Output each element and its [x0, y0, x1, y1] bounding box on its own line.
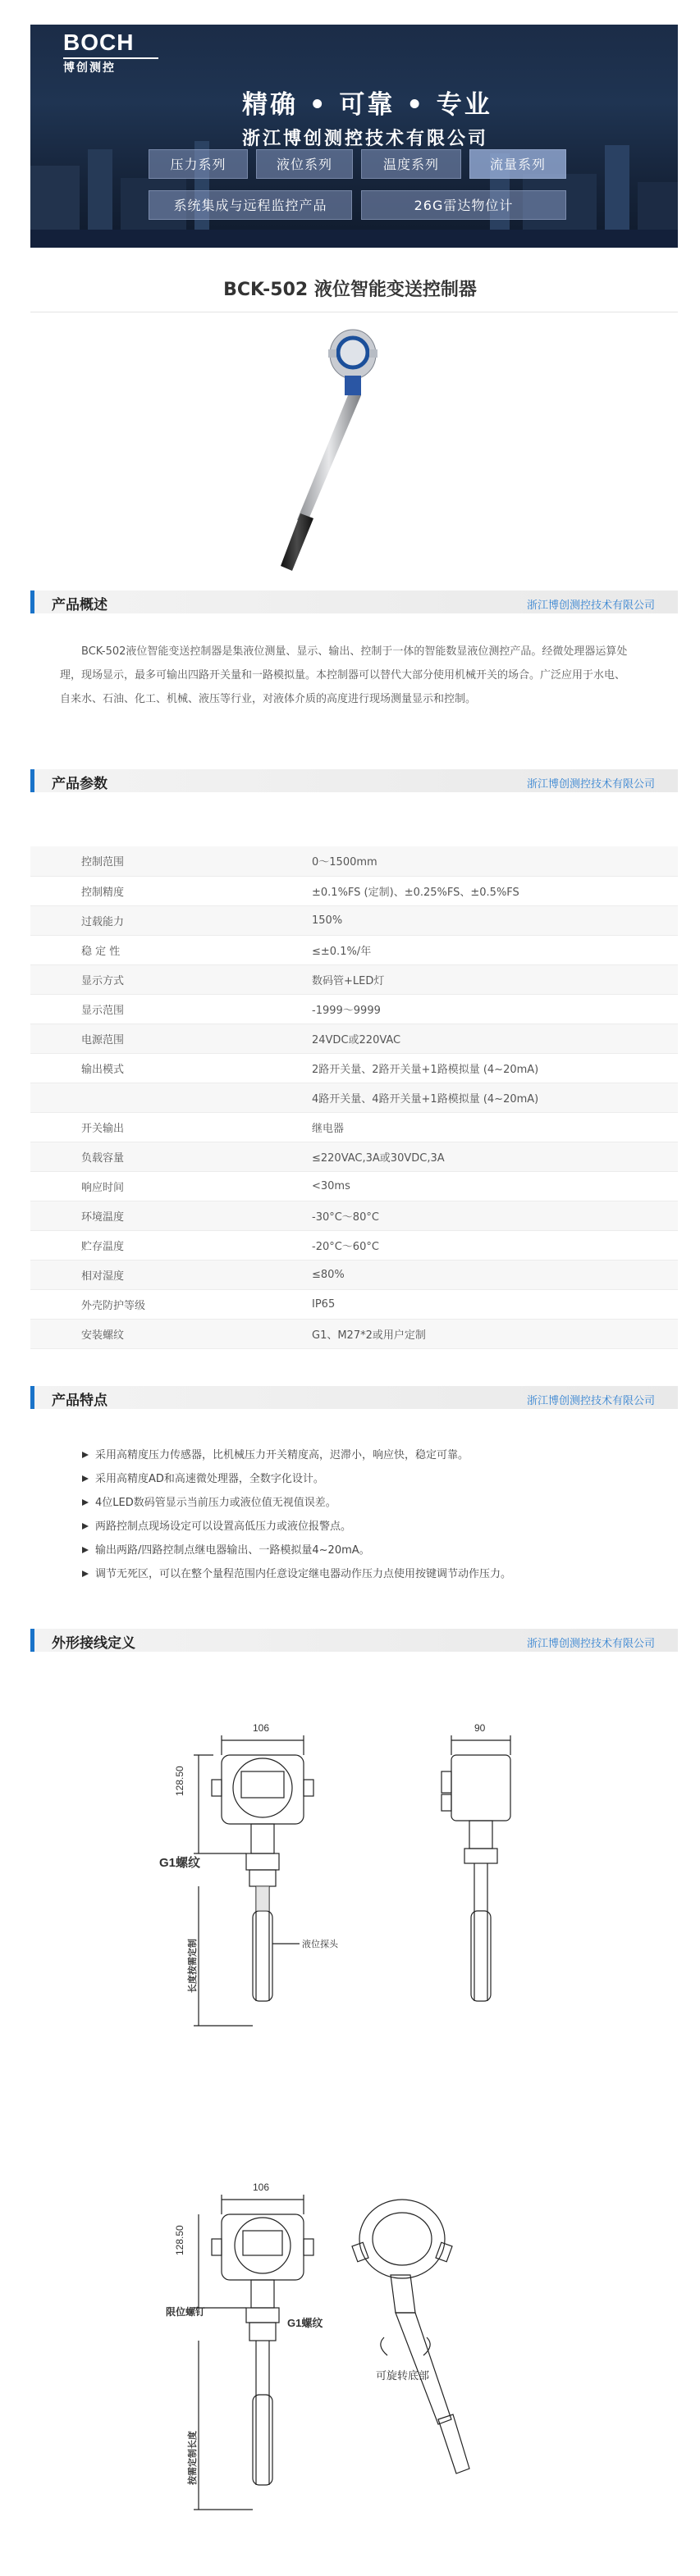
- param-row: [30, 876, 678, 905]
- dim-height-label: 128.50: [174, 1766, 185, 1796]
- param-row: [30, 1083, 678, 1112]
- dimension-drawing-rotatable: [164, 2173, 574, 2534]
- section-company: 浙江博创测控技术有限公司: [526, 1395, 655, 1407]
- section-company: 浙江博创测控技术有限公司: [526, 1638, 655, 1650]
- param-row: [30, 1112, 678, 1142]
- bullet-triangle-icon: [82, 1452, 89, 1458]
- section-header-features: [30, 1386, 678, 1409]
- dimension-drawing-front-side: [159, 1698, 574, 2059]
- limit-nut-label: 限位螺钉: [166, 2306, 206, 2318]
- bullet-triangle-icon: [82, 1499, 89, 1506]
- feature-item: [82, 1539, 657, 1562]
- param-name: [30, 1083, 250, 1112]
- section-company: 浙江博创测控技术有限公司: [526, 778, 655, 791]
- section-accent-bar: [30, 1386, 34, 1409]
- dim-width-label: 106: [253, 1722, 270, 1734]
- param-row: [30, 1319, 678, 1348]
- overview-paragraph: BCK-502液位智能变送控制器是集液位测量、显示、输出、控制于一体的智能数显液位测控产品。经微处理器运算处理，现场显示，最多可输出四路开关量和一路模拟量。本控制器可以替代大部分使用机械开关的场合。广泛应用于水电、自来水、石油、化工、机械、液压等行业，对液体介质的高度进行现场测量显示和控制。: [60, 645, 628, 705]
- param-name: 稳 定 性: [30, 935, 250, 964]
- length-label: 长度按需定制: [188, 1939, 198, 1993]
- param-value: -30°C～80°C: [250, 1201, 678, 1230]
- param-value: ≤80%: [250, 1260, 678, 1289]
- param-name: 安装螺纹: [30, 1319, 250, 1348]
- nav-flow-series[interactable]: 流量系列: [469, 149, 566, 179]
- nav-level-series[interactable]: 液位系列: [256, 149, 353, 179]
- param-name: 负载容量: [30, 1142, 250, 1171]
- param-row: [30, 964, 678, 994]
- param-value: 0～1500mm: [250, 846, 678, 876]
- feature-text: 输出两路/四路控制点继电器输出、一路模拟量4~20mA。: [95, 1544, 370, 1557]
- nav-pressure-series[interactable]: 压力系列: [149, 149, 248, 179]
- param-value: 数码管+LED灯: [250, 964, 678, 994]
- section-header-params: [30, 769, 678, 792]
- section-header-overview: [30, 590, 678, 613]
- param-name: 相对湿度: [30, 1260, 250, 1289]
- bullet-triangle-icon: [82, 1571, 89, 1577]
- param-value: 4路开关量、4路开关量+1路模拟量 (4~20mA): [250, 1083, 678, 1112]
- feature-list: [82, 1443, 657, 1586]
- section-title: 产品特点: [52, 1393, 108, 1409]
- param-value: 24VDC或220VAC: [250, 1024, 678, 1053]
- section-accent-bar: [30, 590, 34, 613]
- length-label: 按需定制长度: [188, 2431, 198, 2485]
- param-name: 电源范围: [30, 1024, 250, 1053]
- feature-text: 两路控制点现场设定可以设置高低压力或液位报警点。: [95, 1521, 352, 1533]
- param-name: 开关输出: [30, 1112, 250, 1142]
- feature-item: [82, 1562, 657, 1586]
- product-photo: [222, 325, 484, 587]
- feature-text: 调节无死区，可以在整个量程范围内任意设定继电器动作压力点使用按键调节动作压力。: [95, 1568, 512, 1580]
- banner: [30, 25, 678, 248]
- section-title: 产品参数: [52, 776, 108, 792]
- feature-text: 采用高精度压力传感器，比机械压力开关精度高，迟滞小，响应快，稳定可靠。: [95, 1449, 469, 1461]
- param-name: 环境温度: [30, 1201, 250, 1230]
- dim-height-label: 128.50: [174, 2225, 185, 2255]
- section-header-wiring: [30, 1629, 678, 1652]
- param-row: [30, 846, 678, 876]
- params-table: [30, 846, 678, 1349]
- param-name: 贮存温度: [30, 1230, 250, 1260]
- param-value: 150%: [250, 905, 678, 935]
- param-row: [30, 1142, 678, 1171]
- banner-company-name: 浙江博创测控技术有限公司: [242, 129, 489, 149]
- param-value: ±0.1%FS (定制)、±0.25%FS、±0.5%FS: [250, 876, 678, 905]
- nav-radar-level-meter[interactable]: 26G雷达物位计: [361, 190, 566, 220]
- param-name: 外壳防护等级: [30, 1289, 250, 1319]
- thread-label: G1螺纹: [159, 1856, 201, 1870]
- factory-background-image: [30, 133, 678, 248]
- banner-slogan: 精确 • 可靠 • 专业: [242, 90, 492, 120]
- section-title: 外形接线定义: [52, 1635, 135, 1652]
- param-row: [30, 1201, 678, 1230]
- param-row: [30, 1260, 678, 1289]
- rotatable-base-label: 可旋转底部: [376, 2369, 430, 2382]
- param-row: [30, 994, 678, 1024]
- param-name: 显示方式: [30, 964, 250, 994]
- param-value: -1999～9999: [250, 994, 678, 1024]
- feature-item: [82, 1443, 657, 1467]
- param-name: 响应时间: [30, 1171, 250, 1201]
- logo-text-en: BOCH: [63, 30, 135, 55]
- section-accent-bar: [30, 1629, 34, 1652]
- dim-width-label: 106: [253, 2182, 270, 2193]
- bullet-triangle-icon: [82, 1547, 89, 1553]
- param-name: 控制范围: [30, 846, 250, 876]
- param-value: IP65: [250, 1289, 678, 1319]
- param-value: 2路开关量、2路开关量+1路模拟量 (4~20mA): [250, 1053, 678, 1083]
- param-name: 显示范围: [30, 994, 250, 1024]
- bullet-triangle-icon: [82, 1523, 89, 1530]
- section-title: 产品概述: [52, 597, 108, 613]
- param-value: G1、M27*2或用户定制: [250, 1319, 678, 1348]
- drawing-lines: [164, 1698, 574, 2059]
- feature-item: [82, 1467, 657, 1491]
- product-title: BCK-502 液位智能变送控制器: [223, 280, 477, 300]
- feature-text: 采用高精度AD和高速微处理器，全数字化设计。: [95, 1473, 324, 1485]
- feature-text: 4位LED数码管显示当前压力或液位值无视值误差。: [95, 1497, 336, 1509]
- param-name: 输出模式: [30, 1053, 250, 1083]
- param-name: 控制精度: [30, 876, 250, 905]
- section-accent-bar: [30, 769, 34, 792]
- param-row: [30, 1024, 678, 1053]
- drawing-lines: [164, 2173, 574, 2534]
- probe-label: 液位探头: [302, 1940, 338, 1949]
- nav-temperature-series[interactable]: 温度系列: [361, 149, 461, 179]
- param-row: [30, 935, 678, 964]
- dim-side-label: 90: [474, 1722, 486, 1734]
- param-value: ≤220VAC,3A或30VDC,3A: [250, 1142, 678, 1171]
- param-row: [30, 1171, 678, 1201]
- param-row: [30, 1230, 678, 1260]
- param-value: <30ms: [250, 1171, 678, 1201]
- param-name: 过载能力: [30, 905, 250, 935]
- param-value: -20°C～60°C: [250, 1230, 678, 1260]
- feature-item: [82, 1515, 657, 1539]
- param-value: 继电器: [250, 1112, 678, 1142]
- nav-system-integration[interactable]: 系统集成与远程监控产品: [149, 190, 352, 220]
- thread-label: G1螺纹: [287, 2317, 323, 2329]
- param-row: [30, 1053, 678, 1083]
- feature-item: [82, 1491, 657, 1515]
- param-row: [30, 1289, 678, 1319]
- param-row: [30, 905, 678, 935]
- section-company: 浙江博创测控技术有限公司: [526, 600, 655, 612]
- param-value: ≤±0.1%/年: [250, 935, 678, 964]
- bullet-triangle-icon: [82, 1475, 89, 1482]
- logo-text-cn: 博创测控: [63, 62, 116, 75]
